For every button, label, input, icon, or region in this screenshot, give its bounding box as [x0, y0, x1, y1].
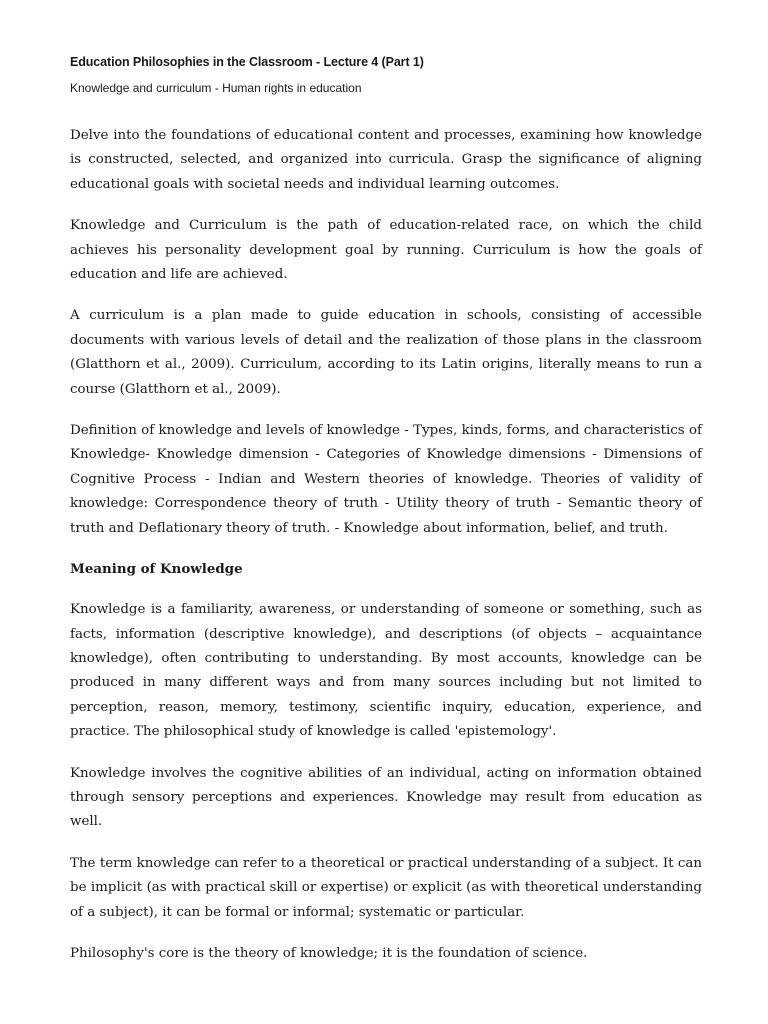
- knowledge-meaning-paragraph: Knowledge is a familiarity, awareness, or understanding of someone or something, such as facts, information (descriptive knowledge), and descriptions (of objects – acquaintance knowledge), often contributing to understanding. By most accounts, knowledge can be produced in many different ways and from many sources including but not limited to perception, reason, memory, testimony, scientific inquiry, education, experience, and practice. The philosophical study of knowledge is called 'epistemology'.: [70, 602, 702, 740]
- intro-paragraph: Delve into the foundations of educational content and processes, examining how knowledge is constructed, selected, and organized into curricula. Grasp the significance of aligning educational goals with societal needs and individual learning outcomes.: [70, 128, 702, 192]
- document-subtitle: Knowledge and curriculum - Human rights in education: [70, 81, 362, 95]
- curriculum-path-paragraph: Knowledge and Curriculum is the path of education-related race, on which the child achieves his personality development goal by running. Curriculum is how the goals of education and life are achieved.: [70, 218, 702, 283]
- document-title: Education Philosophies in the Classroom - Lecture 4 (Part 1): [70, 55, 424, 69]
- section-heading: Meaning of Knowledge: [70, 561, 243, 578]
- cognitive-abilities-paragraph: Knowledge involves the cognitive abilities of an individual, acting on information obtained through sensory perceptions and experiences. Knowledge may result from education as well.: [70, 765, 702, 830]
- theoretical-practical-paragraph: The term knowledge can refer to a theoretical or practical understanding of a subject. It can be implicit (as with practical skill or expertise) or explicit (as with theoretical understanding of a subject), it can be formal or informal; systematic or particular.: [70, 855, 702, 920]
- philosophy-core-paragraph: Philosophy's core is the theory of knowledge; it is the foundation of science.: [70, 945, 588, 961]
- curriculum-definition-paragraph: A curriculum is a plan made to guide education in schools, consisting of accessible documents with various levels of detail and the realization of those plans in the classroom (Glatthorn et al., 2009). Curriculum, according to its Latin origins, literally means to run a course (Glatthorn et al., 2009).: [70, 308, 702, 397]
- document-page: [70, 52, 702, 966]
- knowledge-topics-paragraph: Definition of knowledge and levels of knowledge - Types, kinds, forms, and characteristics of Knowledge- Knowledge dimension - Categories of Knowledge dimensions - Dimensions of Cognitive Process - Indian and Western theories of knowledge. Theories of validity of knowledge: Correspondence theory of truth - Utility theory of truth - Semantic theory of truth and Deflationary theory of truth. - Knowledge about information, belief, and truth.: [70, 423, 702, 536]
